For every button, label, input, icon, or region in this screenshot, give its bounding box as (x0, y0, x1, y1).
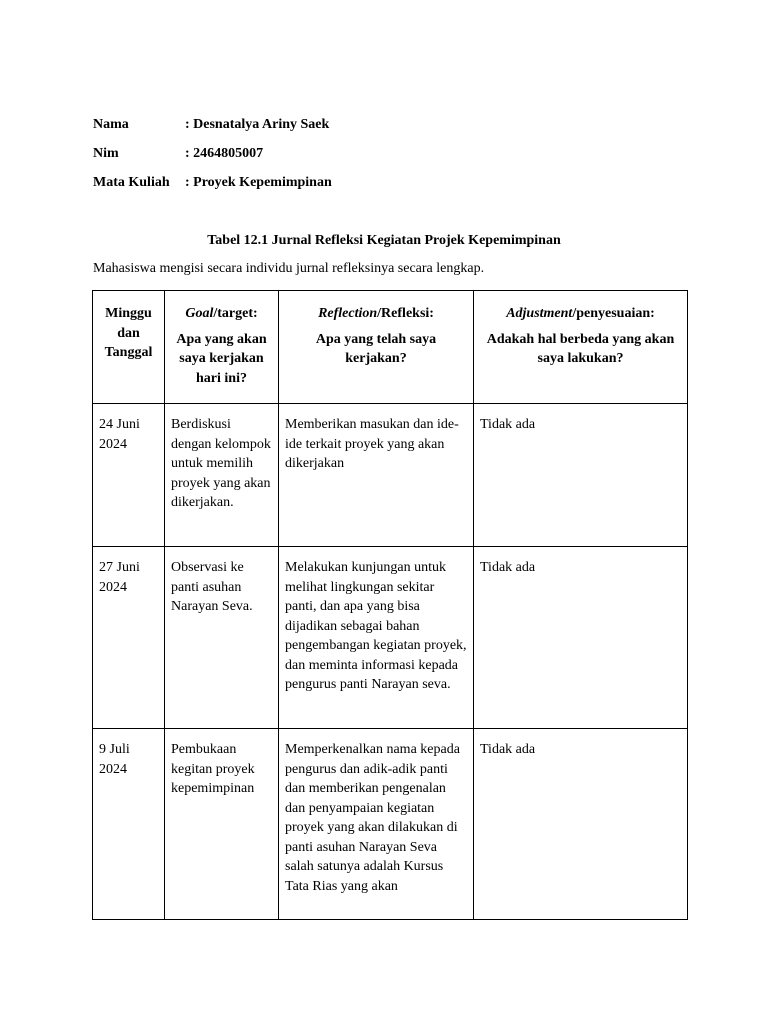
header-goal-title (171, 304, 272, 324)
header-reflection-title (285, 304, 467, 324)
table-row (93, 404, 688, 547)
row-2-reflection (279, 547, 474, 729)
mata-kuliah-value: : Proyek Kepemimpinan (185, 175, 332, 190)
header-adjustment-rest: /penyesuaian: (572, 306, 655, 321)
header-goal-italic: Goal (185, 306, 214, 321)
nim-value: : 2464805007 (185, 146, 264, 161)
header-date-label: Minggu dan Tanggal (104, 306, 153, 360)
row-3-date (93, 729, 165, 920)
reflection-journal-table (92, 290, 688, 920)
row-3-adjustment (474, 729, 688, 920)
table-row (93, 547, 688, 729)
row-3-adjustment-text: Tidak ada (480, 742, 536, 757)
header-reflection-question: Apa yang telah saya kerjakan? (315, 331, 437, 366)
table-header-row (93, 291, 688, 404)
row-3-goal (165, 729, 279, 920)
row-3-goal-text: Pembukaan kegitan proyek kepemimpinan (171, 742, 255, 796)
nama-label: Nama (93, 117, 129, 132)
row-2-adjustment-text: Tidak ada (480, 560, 536, 575)
header-date (93, 291, 165, 404)
table-caption: Tabel 12.1 Jurnal Refleksi Kegiatan Projek Kepemimpinan (207, 233, 561, 248)
nama-value: : Desnatalya Ariny Saek (185, 117, 330, 132)
row-1-date-text: 24 Juni 2024 (99, 417, 140, 452)
row-1-goal-text: Berdiskusi dengan kelompok untuk memilih proyek yang akan dikerjakan. (171, 417, 271, 510)
table-row (93, 729, 688, 920)
row-2-reflection-text: Melakukan kunjungan untuk melihat lingkungan sekitar panti, dan apa yang bisa dijadikan sebagai bahan pengembangan kegiatan proyek, dan meminta informasi kepada pengurus panti Narayan seva. (285, 560, 467, 692)
row-2-date-text: 27 Juni 2024 (99, 560, 140, 595)
row-1-reflection-text: Memberikan masukan dan ide-ide terkait proyek yang akan dikerjakan (285, 417, 459, 471)
row-2-date (93, 547, 165, 729)
row-1-goal (165, 404, 279, 547)
instruction-text: Mahasiswa mengisi secara individu jurnal refleksinya secara lengkap. (93, 261, 485, 276)
header-adjustment-title (480, 304, 681, 324)
header-goal-rest: /target: (213, 306, 258, 321)
mata-kuliah-label: Mata Kuliah (93, 175, 170, 190)
header-goal-question: Apa yang akan saya kerjakan hari ini? (176, 331, 267, 386)
row-1-adjustment (474, 404, 688, 547)
row-1-adjustment-text: Tidak ada (480, 417, 536, 432)
header-reflection-rest: /Refleksi: (377, 306, 434, 321)
row-1-reflection (279, 404, 474, 547)
row-3-date-text: 9 Juli 2024 (99, 742, 130, 777)
header-adjustment (474, 291, 688, 404)
row-3-reflection (279, 729, 474, 920)
row-3-reflection-text: Memperkenalkan nama kepada pengurus dan adik-adik panti dan memberikan pengenalan dan penyampaian kegiatan proyek yang akan dilakukan di panti asuhan Narayan Seva salah satunya adalah Kursus Tata Rias yang akan (285, 742, 460, 894)
nim-label: Nim (93, 146, 119, 161)
row-2-adjustment (474, 547, 688, 729)
row-2-goal (165, 547, 279, 729)
header-adjustment-question: Adakah hal berbeda yang akan saya lakukan? (486, 331, 675, 366)
header-reflection (279, 291, 474, 404)
header-goal (165, 291, 279, 404)
header-adjustment-italic: Adjustment (506, 306, 573, 321)
row-1-date (93, 404, 165, 547)
header-reflection-italic: Reflection (318, 306, 378, 321)
row-2-goal-text: Observasi ke panti asuhan Narayan Seva. (171, 560, 253, 614)
